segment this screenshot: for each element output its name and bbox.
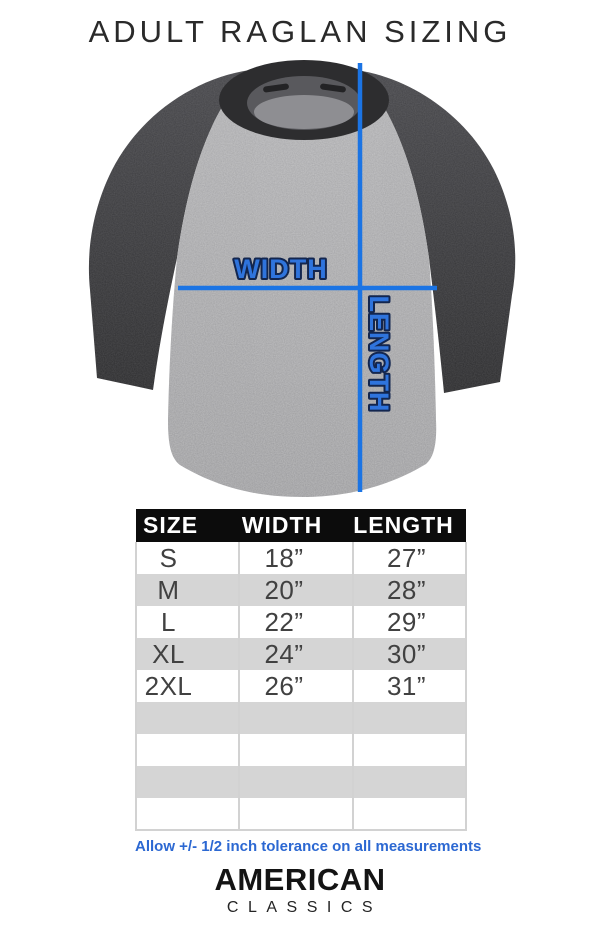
collar (219, 60, 389, 140)
page-title: ADULT RAGLAN SIZING (88, 14, 512, 49)
header-row (136, 509, 466, 542)
empty-row (136, 798, 466, 830)
empty-cell (136, 766, 239, 798)
width-cell: 24” (239, 638, 353, 670)
size-cell: 2XL (136, 670, 239, 702)
empty-cell (239, 766, 353, 798)
col-header-length: LENGTH (353, 509, 466, 542)
empty-cell (353, 798, 466, 830)
width-cell: 18” (239, 542, 353, 574)
size-cell: XL (136, 638, 239, 670)
empty-cell (239, 734, 353, 766)
length-label: LENGTH (364, 295, 394, 413)
length-cell: 31” (353, 670, 466, 702)
empty-cell (353, 702, 466, 734)
empty-row (136, 702, 466, 734)
length-cell: 27” (353, 542, 466, 574)
table-row-m (136, 574, 466, 606)
brand-name: AMERICAN (214, 862, 386, 897)
length-cell: 29” (353, 606, 466, 638)
empty-cell (353, 766, 466, 798)
empty-cell (353, 734, 466, 766)
empty-cell (136, 702, 239, 734)
empty-cell (136, 734, 239, 766)
size-cell: L (136, 606, 239, 638)
tolerance-note: Allow +/- 1/2 inch tolerance on all measurements (135, 838, 482, 855)
col-header-width: WIDTH (239, 509, 353, 542)
size-cell: M (136, 574, 239, 606)
length-cell: 30” (353, 638, 466, 670)
empty-cell (136, 798, 239, 830)
table-row-xl (136, 638, 466, 670)
table-row-l (136, 606, 466, 638)
table-row-s (136, 542, 466, 574)
empty-row (136, 734, 466, 766)
brand-subtitle: CLASSICS (226, 898, 383, 916)
empty-row (136, 766, 466, 798)
length-cell: 28” (353, 574, 466, 606)
width-cell: 22” (239, 606, 353, 638)
width-cell: 20” (239, 574, 353, 606)
size-chart-table (135, 509, 467, 831)
width-label: WIDTH (234, 254, 328, 284)
empty-cell (239, 702, 353, 734)
table-row-2xl (136, 670, 466, 702)
size-cell: S (136, 542, 239, 574)
col-header-size: SIZE (136, 509, 239, 542)
brand-logo (0, 864, 600, 917)
empty-cell (239, 798, 353, 830)
width-cell: 26” (239, 670, 353, 702)
